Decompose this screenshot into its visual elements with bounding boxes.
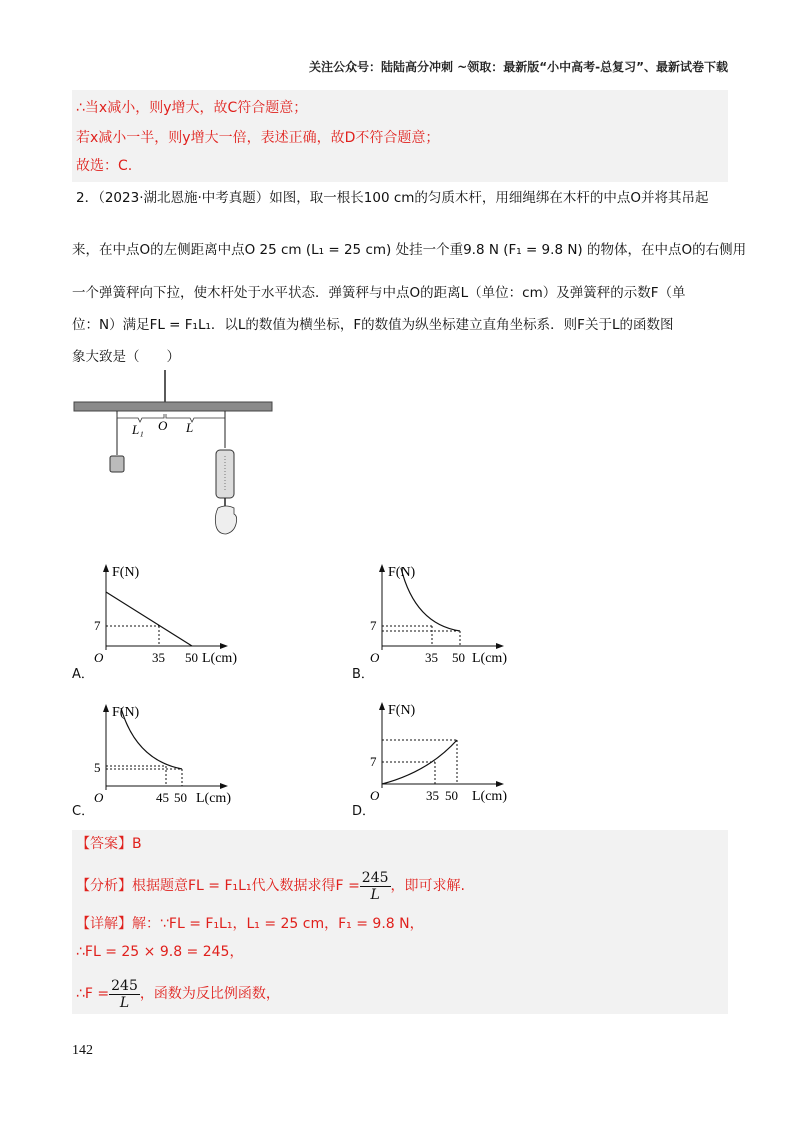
answer-line [76,834,142,854]
option-a-svg [84,562,254,670]
option-b-xlabel: L(cm) [472,651,507,666]
detail-line-3 [76,974,280,1014]
option-b-graph[interactable] [360,562,530,674]
label-o: O [158,418,168,433]
label-l: L [186,420,194,435]
prev-line-2: 若x减小一半，则y增大一倍，表述正确，故D不符合题意； [76,130,440,146]
question-line-3: 一个弹簧秤向下拉，使木杆处于水平状态．弹簧秤与中点O的距离L（单位：cm）及弹簧秤的示数F（单 [72,285,686,301]
prev-line-3: 故选：C. [76,158,133,174]
detail-fraction [109,978,140,1011]
option-b-x2: 50 [452,650,465,665]
option-a-origin: O [94,650,104,665]
option-c-origin: O [94,790,104,805]
analysis-denominator: L [370,886,380,903]
answer-tag: 【答案】 [76,836,132,852]
question-line-5: 象大致是（ ） [72,349,180,365]
page-number: 142 [72,1043,93,1058]
analysis-tag: 【分析】 [76,878,132,894]
detail-line-2: ∴FL = 25 × 9.8 = 245， [76,944,244,960]
option-b-ylabel: F(N) [388,565,416,580]
option-b-ytick: 7 [370,618,377,633]
question-line-4: 位：N）满足FL = F₁L₁．以L的数值为横坐标，F的数值为纵坐标建立直角坐标系．则F关于L的函数图 [72,317,674,333]
option-c-x2: 50 [174,790,187,805]
option-d-x2: 50 [445,788,458,803]
answer-value: B [132,836,142,852]
question-line-1: 2．（2023·湖北恩施·中考真题）如图，取一根长100 cm的匀质木杆，用细绳绑在木杆的中点O并将其吊起 [76,190,709,206]
option-a-x2: 50 [185,650,198,665]
option-d-xlabel: L(cm) [472,789,507,804]
analysis-text: 根据题意FL = F₁L₁代入数据求得F = [132,878,360,894]
option-a-line [106,592,192,646]
detail-line3-pre: ∴F = [76,986,110,1002]
l1-brace [117,414,164,422]
prev-solution-block [72,90,728,182]
label-l1: L₁ [132,422,144,437]
option-d-ytick: 7 [370,754,377,769]
option-d-ylabel: F(N) [388,703,416,718]
l-brace [166,414,225,422]
option-c-ylabel: F(N) [112,705,140,720]
lever-figure [70,370,280,540]
page-header: 关注公众号：陆陆高分冲刺 ~领取：最新版“小中高考-总复习”、最新试卷下载 [309,60,728,74]
analysis-fraction [360,870,391,903]
option-a-ytick: 7 [94,618,101,633]
wooden-rod [74,402,272,411]
option-b-x1: 35 [425,650,438,665]
detail-line3-post: ，函数为反比例函数， [139,986,280,1002]
weight-block [110,456,124,472]
option-a-label[interactable]: A． [72,667,94,682]
option-d-graph[interactable] [360,700,530,812]
detail-text: 解：∵FL = F₁L₁，L₁ = 25 cm，F₁ = 9.8 N， [132,916,424,932]
option-b-svg [360,562,530,670]
option-c-svg [84,702,254,810]
detail-denominator: L [119,994,130,1011]
detail-line-1 [76,914,424,934]
detail-tag: 【详解】 [76,916,132,932]
option-b-label[interactable]: B． [352,667,374,682]
option-d-label[interactable]: D． [352,804,376,819]
option-d-svg [360,700,530,808]
hand-icon [215,506,236,534]
option-b-origin: O [370,650,380,665]
option-a-xlabel: L(cm) [202,651,237,666]
question-line-2: 来，在中点O的左侧距离中点O 25 cm (L₁ = 25 cm) 处挂一个重9.8 N (F₁ = 9.8 N) 的物体，在中点O的右侧用 [72,242,747,258]
analysis-end: ，即可求解. [390,878,465,894]
analysis-line [76,866,465,906]
option-c-xlabel: L(cm) [196,791,231,806]
option-c-x1: 45 [156,790,169,805]
detail-numerator: 245 [111,977,138,994]
answer-block [72,830,728,1014]
option-d-origin: O [370,788,380,803]
option-a-ylabel: F(N) [112,565,140,580]
prev-line-1: ∴当x减小，则y增大，故C符合题意； [76,100,308,116]
option-c-ytick: 5 [94,760,101,775]
option-a-x1: 35 [152,650,165,665]
option-d-x1: 35 [426,788,439,803]
option-c-graph[interactable] [84,702,254,814]
analysis-numerator: 245 [361,869,389,886]
option-c-label[interactable]: C． [72,804,95,819]
option-a-graph[interactable] [84,562,254,674]
